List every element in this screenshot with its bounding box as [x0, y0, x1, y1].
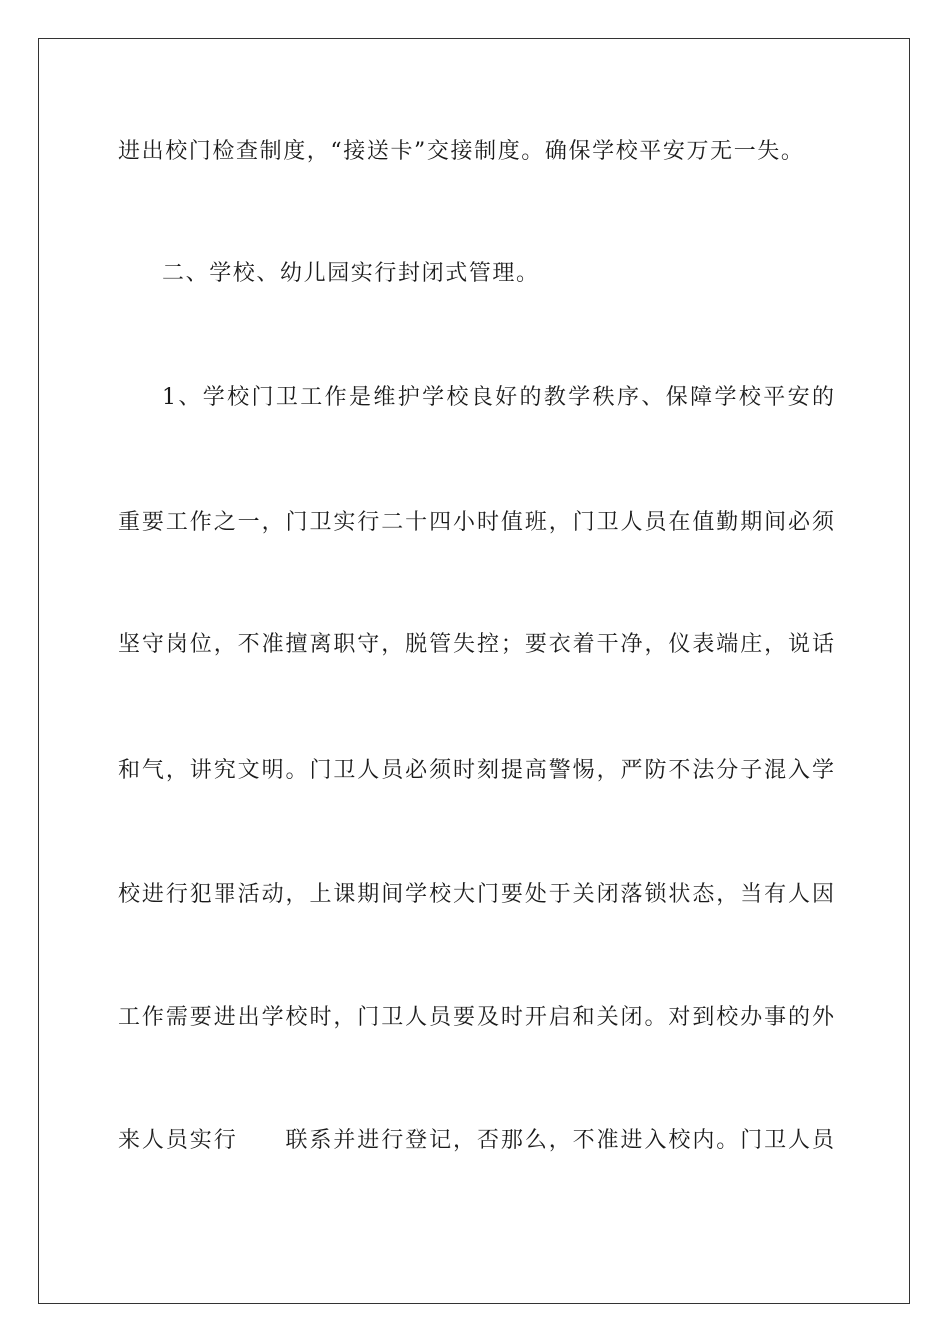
text-line-5: 坚守岗位，不准擅离职守，脱管失控；要衣着干净，仪表端庄，说话: [118, 632, 834, 657]
text-line-7: 校进行犯罪活动，上课期间学校大门要处于关闭落锁状态，当有人因: [118, 882, 834, 907]
text-line-8: 工作需要进出学校时，门卫人员要及时开启和关闭。对到校办事的外: [118, 1005, 834, 1030]
text-line-3: 1、学校门卫工作是维护学校良好的教学秩序、保障学校平安的: [162, 385, 834, 410]
text-line-4: 重要工作之一，门卫实行二十四小时值班，门卫人员在值勤期间必须: [118, 510, 834, 535]
section-heading: 二、学校、幼儿园实行封闭式管理。: [162, 261, 540, 286]
page-border: [38, 38, 910, 1304]
text-line-6: 和气，讲究文明。门卫人员必须时刻提高警惕，严防不法分子混入学: [118, 758, 834, 783]
text-line-9: 来人员实行 联系并进行登记，否那么，不准进入校内。门卫人员: [118, 1128, 834, 1153]
text-line-1: 进出校门检查制度，“接送卡”交接制度。确保学校平安万无一失。: [118, 139, 805, 164]
